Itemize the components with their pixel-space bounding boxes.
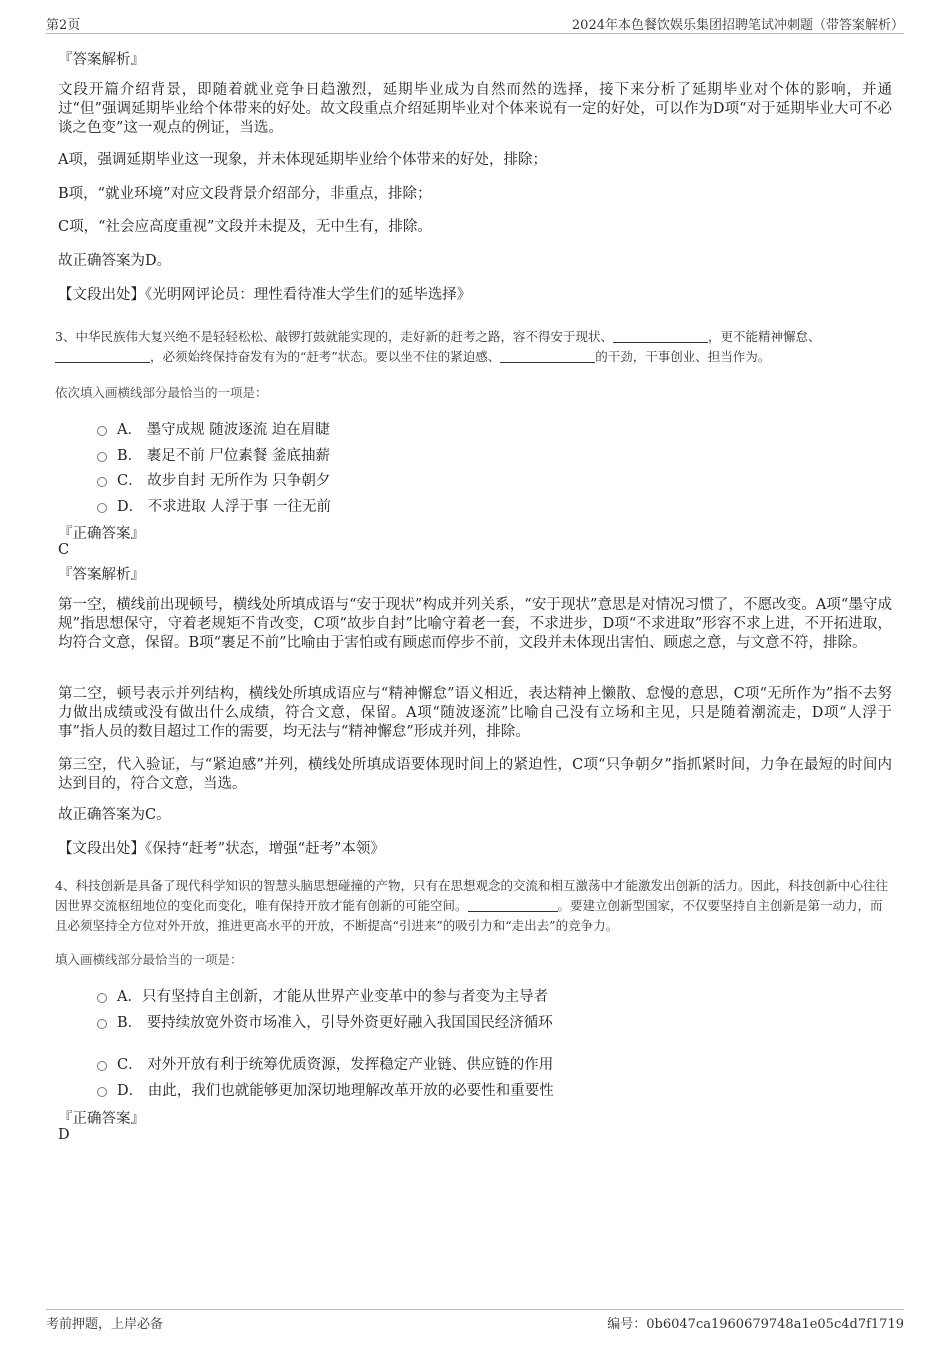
q2-analysis-label: 『答案解析』 [58, 52, 145, 68]
q3-analysis-paragraph-3: 第三空，代入验证，与“紧迫感”并列，横线处所填成语要体现时间上的紧迫性，C项“只争朝夕”指抓紧时间，力争在最短的时间内达到目的，符合文意，当选。 [58, 757, 892, 792]
q3-stem: 3、中华民族伟大复兴绝不是轻轻松松、敲锣打鼓就能实现的，走好新的赶考之路，容不得安于现状、 ，更不能精神懈怠、，必须始终保持奋发有为的“赶考”状态。要以坐不住的紧迫感、 的干劲，干事创业、担当作为。 [55, 329, 821, 364]
radio-icon[interactable] [97, 1061, 107, 1071]
q3-answer: C [58, 542, 70, 558]
radio-icon[interactable] [97, 452, 107, 462]
q2-option-b-note: B项，“就业环境”对应文段背景介绍部分，非重点，排除； [58, 186, 432, 202]
q2-source: 【文段出处】《光明网评论员：理性看待准大学生们的延毕选择》 [58, 287, 472, 303]
q3-option-a[interactable]: A． 墨守成规 随波逐流 迫在眉睫 [97, 418, 330, 439]
radio-icon[interactable] [97, 426, 107, 436]
q3-blank-2 [55, 350, 150, 363]
q3-conclusion: 故正确答案为C。 [58, 807, 171, 823]
q2-option-c-note: C项，“社会应高度重视”文段并未提及，无中生有，排除。 [58, 219, 432, 235]
q3-prompt: 依次填入画横线部分最恰当的一项是： [55, 385, 268, 400]
radio-icon[interactable] [97, 503, 107, 513]
q2-option-a-note: A项，强调延期毕业这一现象，并未体现延期毕业给个体带来的好处，排除； [58, 152, 547, 168]
radio-icon[interactable] [97, 477, 107, 487]
document-id: 编号：0b6047ca1960679748a1e05c4d7f1719 [607, 1317, 904, 1332]
radio-icon[interactable] [97, 1019, 107, 1029]
q4-answer-label: 『正确答案』 [58, 1111, 145, 1127]
q3-analysis-paragraph-2: 第二空，顿号表示并列结构，横线处所填成语应与“精神懈怠”语义相近，表达精神上懒散、怠慢的意思，C项“无所作为”指不去努力做出成绩或没有做出什么成绩，符合文意，保留。A项“随波逐流”比喻自己没有立场和主见，只是随着潮流走，D项“人浮于事”指人员的数目超过工作的需要，均无法与“精神懈怠”形成并列，排除。 [58, 686, 892, 740]
q4-option-c[interactable]: C． 对外开放有利于统筹优质资源，发挥稳定产业链、供应链的作用 [97, 1053, 553, 1074]
q3-option-d[interactable]: D． 不求进取 人浮于事 一往无前 [97, 495, 331, 516]
footer-divider [46, 1309, 904, 1310]
page-header [46, 14, 904, 34]
q3-analysis-paragraph-1: 第一空，横线前出现顿号，横线处所填成语与“安于现状”构成并列关系，“安于现状”意思是对情况习惯了，不愿改变。A项“墨守成规”指思想保守，守着老规矩不肯改变，C项“故步自封”比喻守着老一套，不求进步，D项“不求进取”形容不求上进，不开拓进取，均符合文意，保留。B项“裹足不前”比喻由于害怕或有顾虑而停步不前，文段并未体现出害怕、顾虑之意，与文意不符，排除。 [58, 597, 892, 651]
q3-analysis-label: 『答案解析』 [58, 567, 145, 583]
q4-stem: 4、科技创新是具备了现代科学知识的智慧头脑思想碰撞的产物，只有在思想观念的交流和相互激荡中才能激发出创新的活力。因此，科技创新中心往往因世界交流枢纽地位的变化而变化，唯有保持开放才能有创新的可能空间。 。要建立创新型国家，不仅要坚持自主创新是第一动力，而且必须坚持全方位对外开放，推进更高水平的开放，不断提高“引进来”的吸引力和“走出去”的竞争力。 [55, 878, 888, 933]
q3-option-b[interactable]: B． 裹足不前 尸位素餐 釜底抽薪 [97, 444, 330, 465]
q3-source: 【文段出处】《保持“赶考”状态，增强“赶考”本领》 [58, 841, 385, 857]
q3-answer-label: 『正确答案』 [58, 526, 145, 542]
q4-prompt: 填入画横线部分最恰当的一项是： [55, 952, 243, 967]
header-divider [46, 33, 904, 34]
footer-slogan: 考前押题，上岸必备 [46, 1317, 164, 1332]
document-title: 2024年本色餐饮娱乐集团招聘笔试冲刺题（带答案解析） [571, 18, 904, 33]
q4-option-d[interactable]: D． 由此，我们也就能够更加深切地理解改革开放的必要性和重要性 [97, 1079, 554, 1100]
q2-analysis-paragraph: 文段开篇介绍背景，即随着就业竞争日趋激烈，延期毕业成为自然而然的选择，接下来分析了延期毕业对个体的影响，并通过“但”强调延期毕业给个体带来的好处。故文段重点介绍延期毕业对个体来说有一定的好处，可以作为D项“对于延期毕业大可不必谈之色变”这一观点的例证，当选。 [58, 82, 892, 136]
q3-blank-3 [500, 350, 595, 363]
q3-option-c[interactable]: C． 故步自封 无所作为 只争朝夕 [97, 469, 330, 490]
q4-blank [468, 899, 558, 912]
q3-blank-1 [613, 330, 708, 343]
q4-answer: D [58, 1127, 70, 1143]
page-number: 第2页 [46, 18, 81, 33]
q4-option-a[interactable]: A．只有坚持自主创新，才能从世界产业变革中的参与者变为主导者 [97, 985, 548, 1006]
q4-option-b[interactable]: B． 要持续放宽外资市场准入，引导外资更好融入我国国民经济循环 [97, 1011, 553, 1032]
q2-conclusion: 故正确答案为D。 [58, 253, 172, 269]
radio-icon[interactable] [97, 1087, 107, 1097]
radio-icon[interactable] [97, 993, 107, 1003]
